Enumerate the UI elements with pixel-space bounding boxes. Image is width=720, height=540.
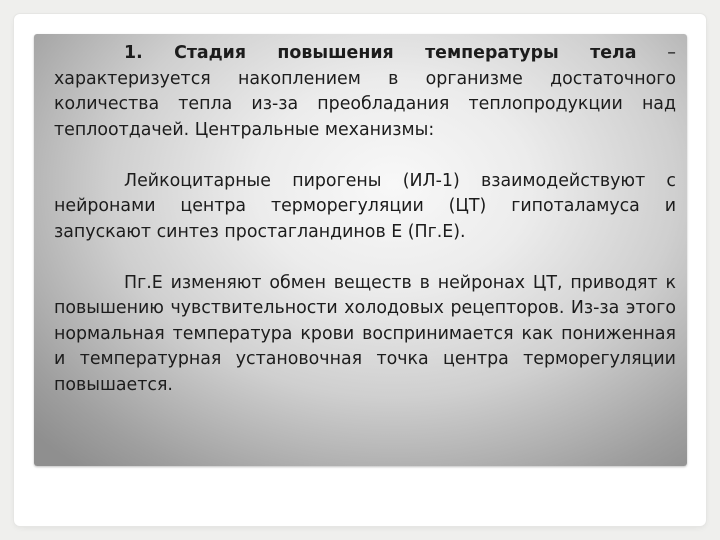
paragraph-body: – характеризуется накоплением в организме достаточного количества тепла из-за преобладания теплопродукции над теплоотдачей. Центральные механизмы: bbox=[54, 43, 676, 140]
paragraph-heading: 1. Стадия повышения температуры тела bbox=[124, 43, 637, 63]
slide-text bbox=[54, 41, 676, 398]
paragraph-pyrogens: Лейкоцитарные пирогены (ИЛ-1) взаимодействуют с нейронами центра терморегуляции (ЦТ) гипоталамуса и запускают синтез простагландинов Е (Пг.Е). bbox=[54, 170, 676, 242]
paragraph-stage-1 bbox=[54, 41, 676, 143]
paragraph-prostaglandins: Пг.Е изменяют обмен веществ в нейронах ЦТ, приводят к повышению чувствительности холодовых рецепторов. Из-за этого нормальная температура крови воспринимается как пониженная и температурная установочная точка центра терморегуляции повышается. bbox=[54, 272, 676, 395]
